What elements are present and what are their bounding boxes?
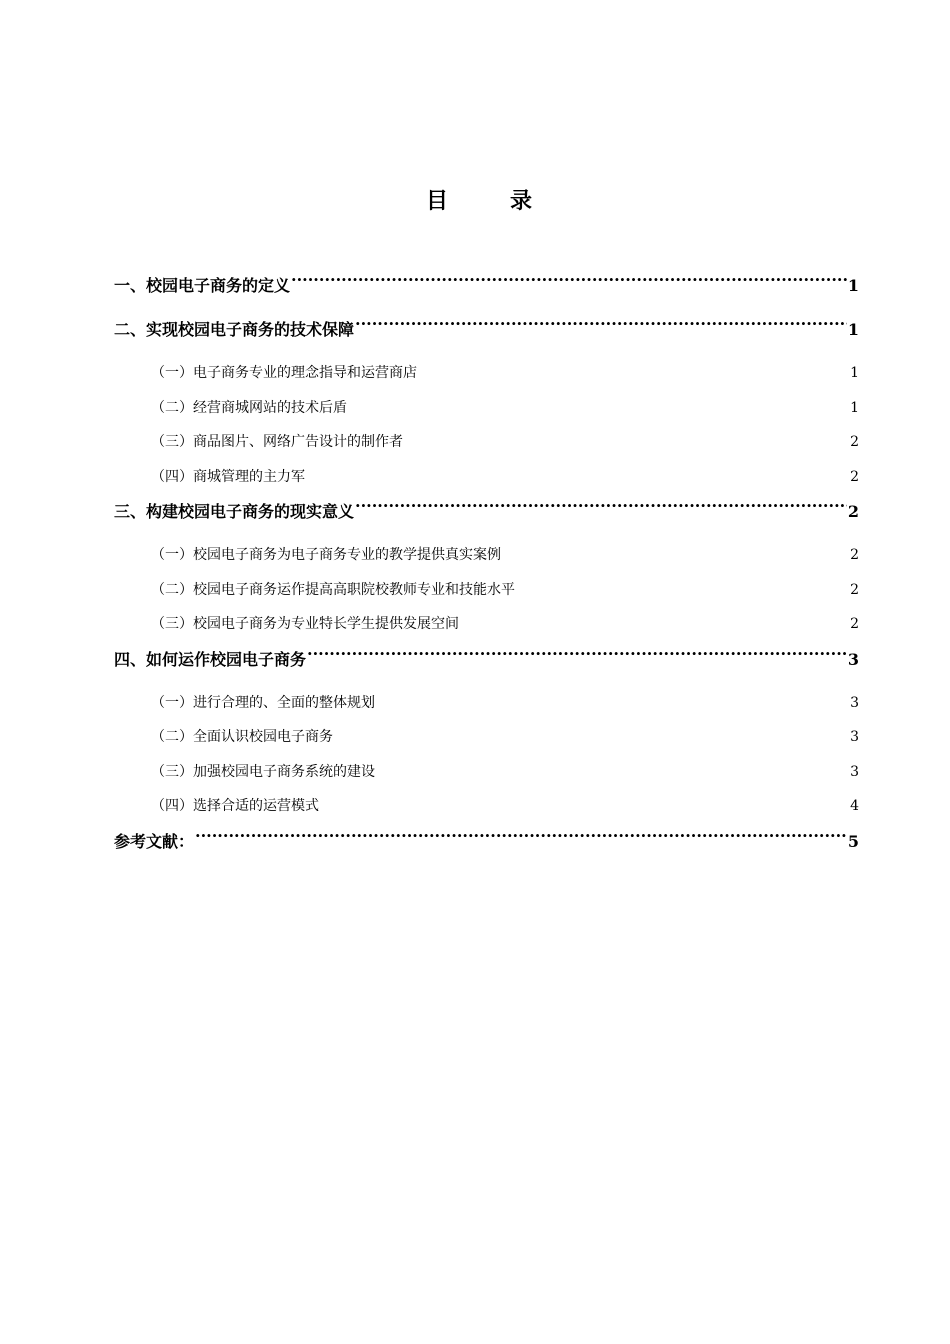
toc-page-number: 1	[850, 399, 859, 416]
toc-entry-text: 二、实现校园电子商务的技术保障	[114, 320, 355, 339]
toc-page-number: 2	[850, 547, 859, 563]
toc-entry-text: 三、构建校园电子商务的现实意义	[114, 502, 355, 521]
toc-entry-text: （四）商城管理的主力军	[151, 468, 305, 485]
toc-entry-text: （二）校园电子商务运作提高高职院校教师专业和技能水平	[151, 581, 515, 598]
toc-page-number: 1	[847, 320, 859, 339]
toc-entry[interactable]	[114, 789, 859, 824]
toc-entry-text: 四、如何运作校园电子商务	[114, 649, 307, 669]
toc-entry-text: 一、校园电子商务的定义	[114, 276, 291, 295]
toc-entry-text: （三）加强校园电子商务系统的建设	[151, 763, 375, 780]
toc-page-number: 2	[847, 502, 859, 521]
toc-page-number: 3	[850, 763, 859, 780]
toc-entry-text: （二）经营商城网站的技术后盾	[151, 399, 347, 416]
toc-page-number: 1	[850, 365, 859, 381]
toc-dot-leader	[460, 614, 849, 628]
toc-entry[interactable]	[114, 720, 859, 755]
toc-page-number: 2	[850, 616, 859, 632]
toc-entry[interactable]	[114, 356, 859, 391]
toc-page-number: 5	[847, 831, 859, 851]
toc-entry-text: （三）校园电子商务为专业特长学生提供发展空间	[151, 616, 459, 632]
toc-dot-leader	[502, 545, 849, 559]
toc-page-number: 1	[847, 276, 859, 295]
toc-entry-text: （二）全面认识校园电子商务	[151, 729, 333, 745]
toc-entry-text: （一）电子商务专业的理念指导和运营商店	[151, 365, 417, 381]
toc-entry-text: （四）选择合适的运营模式	[151, 798, 319, 814]
toc-entry[interactable]	[114, 425, 859, 460]
table-of-contents	[114, 268, 859, 859]
toc-entry[interactable]	[114, 538, 859, 573]
toc-page-number: 3	[847, 649, 859, 669]
toc-entry[interactable]	[114, 824, 859, 859]
toc-page-number: 2	[850, 434, 859, 450]
toc-page-number: 4	[850, 798, 859, 814]
toc-dot-leader	[306, 467, 849, 481]
toc-page-number: 2	[850, 581, 859, 598]
toc-entry-text: （一）校园电子商务为电子商务专业的教学提供真实案例	[151, 547, 501, 563]
toc-dot-leader	[320, 796, 849, 810]
toc-entry[interactable]	[114, 573, 859, 608]
toc-entry[interactable]	[114, 686, 859, 721]
toc-dot-leader	[376, 693, 849, 707]
toc-dot-leader	[355, 501, 847, 517]
toc-entry-text: （三）商品图片、网络广告设计的制作者	[151, 434, 403, 450]
toc-page-number: 3	[850, 729, 859, 745]
toc-entry[interactable]	[114, 755, 859, 790]
toc-dot-leader	[516, 580, 849, 594]
toc-entry[interactable]	[114, 268, 859, 303]
toc-entry[interactable]	[114, 494, 859, 529]
toc-title: 目 录	[425, 188, 552, 214]
toc-entry-text: （一）进行合理的、全面的整体规划	[151, 694, 375, 711]
toc-entry[interactable]	[114, 312, 859, 347]
toc-entry[interactable]	[114, 607, 859, 642]
toc-dot-leader	[418, 363, 849, 377]
toc-dot-leader	[355, 319, 847, 335]
toc-dot-leader	[307, 649, 847, 665]
toc-dot-leader	[348, 398, 849, 412]
toc-page-number: 3	[850, 694, 859, 711]
toc-dot-leader	[291, 275, 847, 291]
toc-dot-leader	[195, 831, 847, 847]
toc-page-number: 2	[850, 468, 859, 485]
toc-dot-leader	[404, 432, 849, 446]
toc-dot-leader	[334, 727, 849, 741]
toc-dot-leader	[376, 762, 849, 776]
toc-entry[interactable]	[114, 391, 859, 426]
toc-entry[interactable]	[114, 642, 859, 677]
toc-entry-text: 参考文献：	[114, 831, 195, 851]
toc-entry[interactable]	[114, 460, 859, 495]
